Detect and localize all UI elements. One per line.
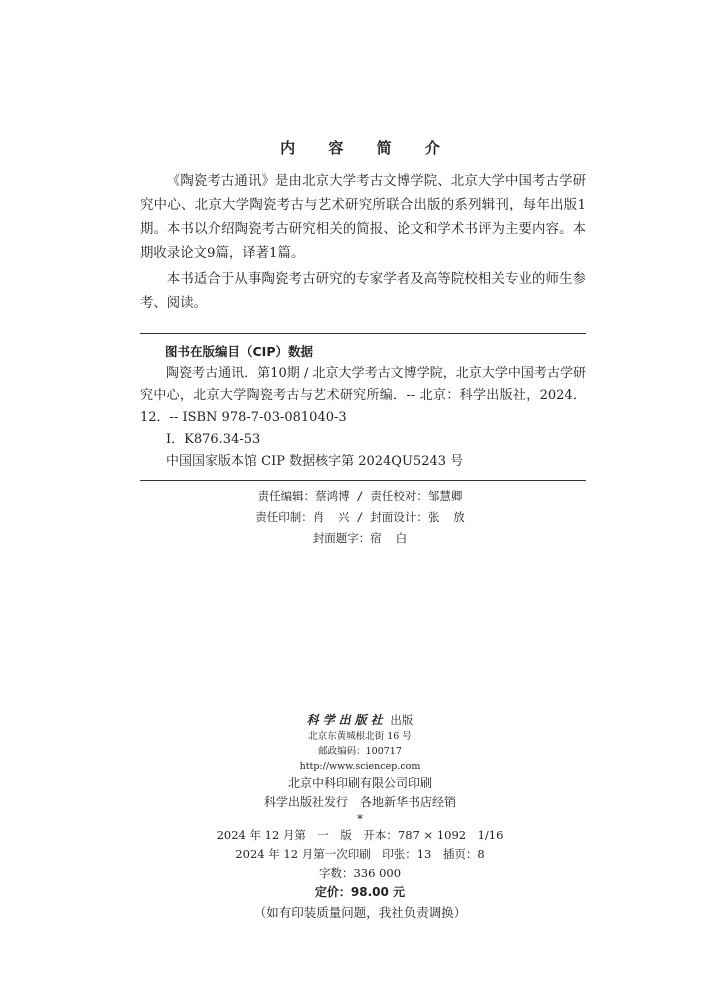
- cip-block: [140, 341, 586, 473]
- credit-line: 责任编辑：蔡鸿博 / 责任校对：邹慧卿: [257, 489, 463, 503]
- publisher-suffix: 出版: [390, 713, 414, 727]
- cip-approval-number: 中国国家版本馆 CIP 数据核字第 2024QU5243 号: [166, 454, 464, 469]
- colophon: [0, 712, 720, 923]
- publisher-address: 北京东黄城根北街 16 号: [308, 731, 412, 742]
- cip-bottom-rule: [140, 480, 586, 481]
- distribution: 科学出版社发行 各地新华书店经销: [263, 795, 456, 809]
- cip-record: 陶瓷考古通讯．第10期 / 北京大学考古文博学院，北京大学中国考古学研究中心，北京大学陶瓷考古与艺术研究所编．-- 北京：科学出版社，2024．12．-- ISBN 978-7-03-081040-3: [140, 366, 586, 425]
- publisher-logo: 科学出版社: [306, 713, 387, 727]
- summary-paragraph: 《陶瓷考古通讯》是由北京大学考古文博学院、北京大学中国考古学研究中心、北京大学陶瓷考古与艺术研究所联合出版的系列辑刊，每年出版1期。本书以介绍陶瓷考古研究相关的简报、论文和学术书评为主要内容。本期收录论文9篇，译著1篇。: [140, 174, 586, 261]
- editorial-credits: [0, 486, 720, 549]
- page-title: 内 容 简 介: [280, 139, 454, 157]
- printing-info: 2024 年 12 月第一次印刷 印张：13 插页：8: [235, 847, 485, 861]
- edition-info: 2024 年 12 月第 一 版 开本：787 × 1092 1/16: [216, 828, 504, 842]
- printer: 北京中科印刷有限公司印刷: [287, 776, 432, 790]
- postcode: 邮政编码：100717: [318, 746, 402, 757]
- credit-line: 封面题字：宿 白: [312, 531, 408, 545]
- cip-top-rule: [140, 333, 586, 334]
- website: http://www.sciencep.com: [299, 761, 421, 772]
- summary-paragraph: 本书适合于从事陶瓷考古研究的专家学者及高等院校相关专业的师生参考、阅读。: [140, 272, 586, 311]
- publisher-line: [0, 712, 720, 729]
- content-summary: [140, 170, 586, 316]
- quality-note: （如有印装质量问题，我社负责调换）: [253, 905, 467, 920]
- word-count: 字数：336 000: [318, 866, 402, 880]
- credit-line: 责任印制：肖 兴 / 封面设计：张 放: [255, 510, 465, 524]
- cip-heading: 图书在版编目（CIP）数据: [165, 344, 313, 359]
- price: 定价：98.00 元: [314, 885, 406, 899]
- cip-classification: Ⅰ．K876.34-53: [166, 432, 261, 447]
- separator-star: *: [357, 812, 363, 826]
